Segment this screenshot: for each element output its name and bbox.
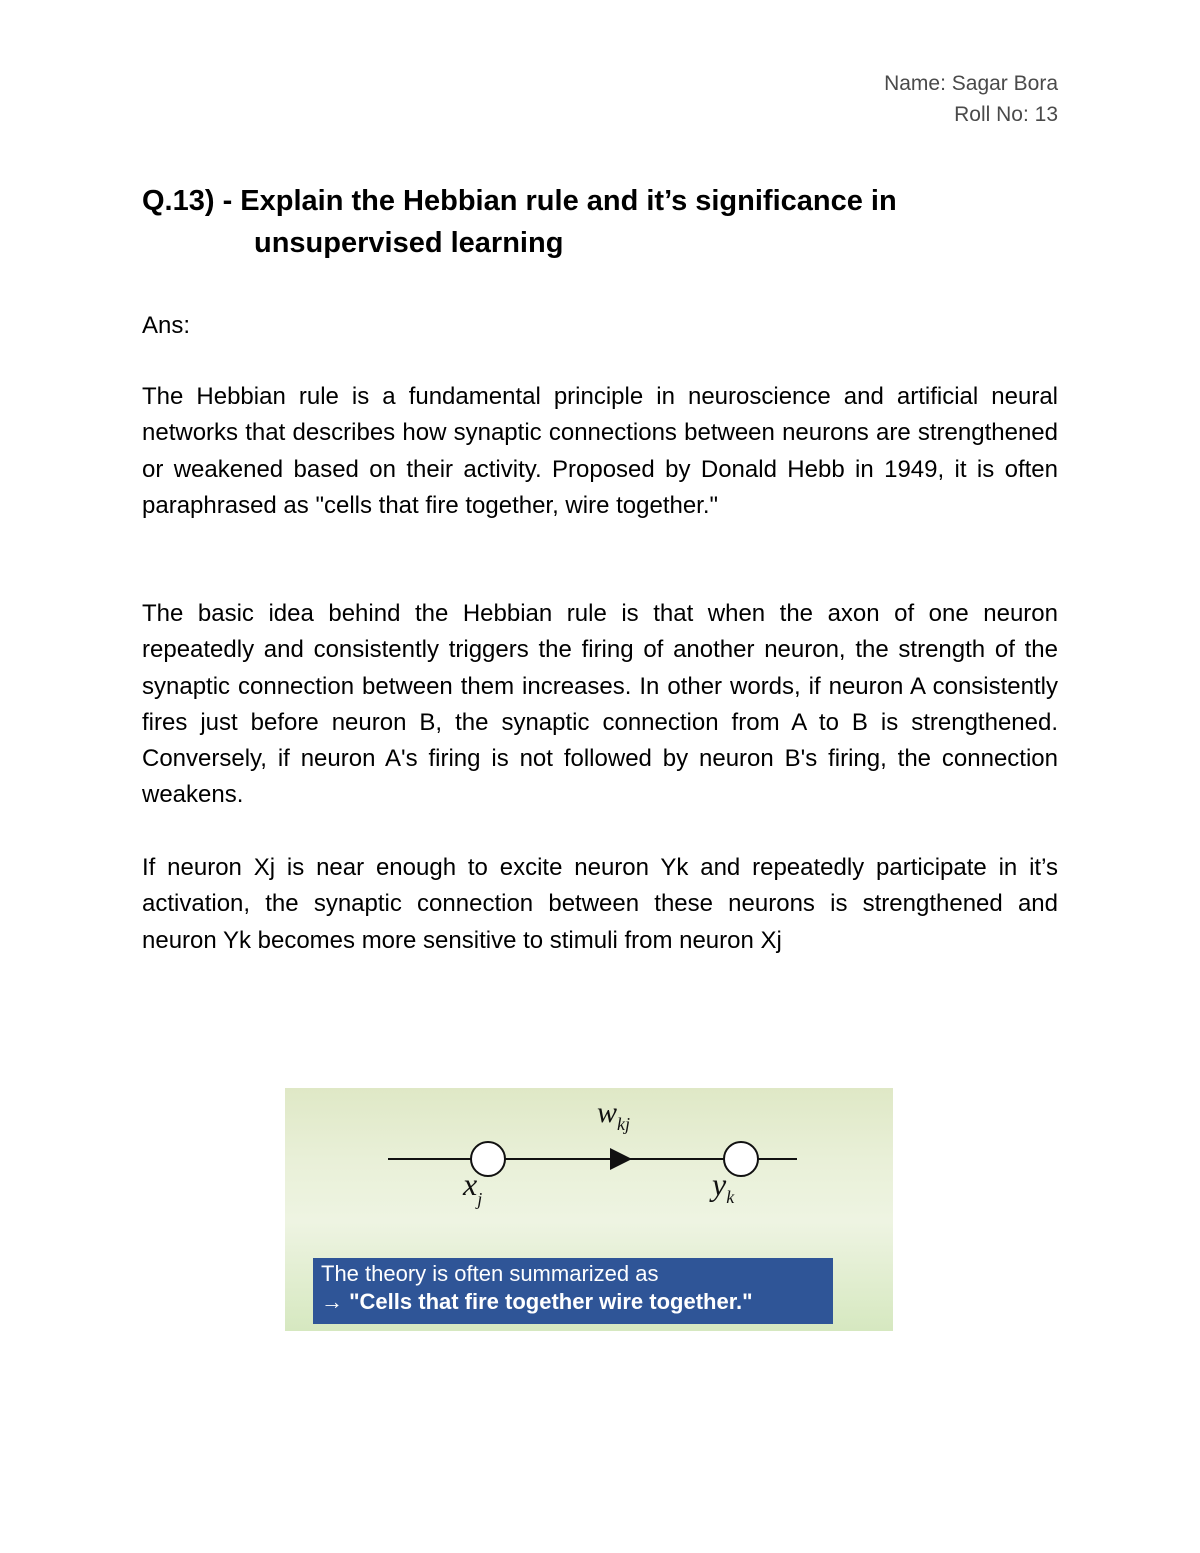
- synapse-arrow: [610, 1148, 632, 1170]
- student-name: Name: Sagar Bora: [884, 72, 1058, 95]
- question-line-1: Q.13) - Explain the Hebbian rule and it’s significance in: [142, 185, 897, 217]
- question-heading: [142, 180, 1058, 264]
- input-neuron-label: $x_j$: [463, 1166, 483, 1209]
- theory-caption-box: [313, 1258, 833, 1324]
- roll-number: Roll No: 13: [954, 103, 1058, 126]
- caption-line-2: → "Cells that fire together wire together.": [321, 1289, 753, 1314]
- neuron-y-node: [724, 1142, 758, 1176]
- weight-label: $w_{kj}$: [597, 1096, 631, 1134]
- output-neuron-label: $y_k$: [712, 1166, 735, 1207]
- paragraph-basic-idea: The basic idea behind the Hebbian rule is that when the axon of one neuron repeatedly and consistently triggers the firing of another neuron, the strength of the synaptic connection between them increases. In other words, if neuron A consistently fires just before neuron B, the synaptic connection from A to B is strengthened. Conversely, if neuron A's firing is not followed by neuron B's firing, the connection weakens.: [142, 600, 1058, 809]
- student-info: [884, 68, 1058, 130]
- hebbian-diagram: [285, 1088, 893, 1331]
- paragraph-neuron-xj-yk: If neuron Xj is near enough to excite neuron Yk and repeatedly participate in it’s activation, the synaptic connection between these neurons is strengthened and neuron Yk becomes more sensitive to stimuli from neuron Xj: [142, 854, 1058, 954]
- question-line-2: unsupervised learning: [254, 227, 564, 259]
- caption-line-1: The theory is often summarized as: [321, 1261, 659, 1286]
- answer-label: Ans:: [142, 312, 191, 339]
- paragraph-hebbian-intro: The Hebbian rule is a fundamental principle in neuroscience and artificial neural networks that describes how synaptic connections between neurons are strengthened or weakened based on their activity. Proposed by Donald Hebb in 1949, it is often paraphrased as "cells that fire together, wire together.": [142, 383, 1058, 519]
